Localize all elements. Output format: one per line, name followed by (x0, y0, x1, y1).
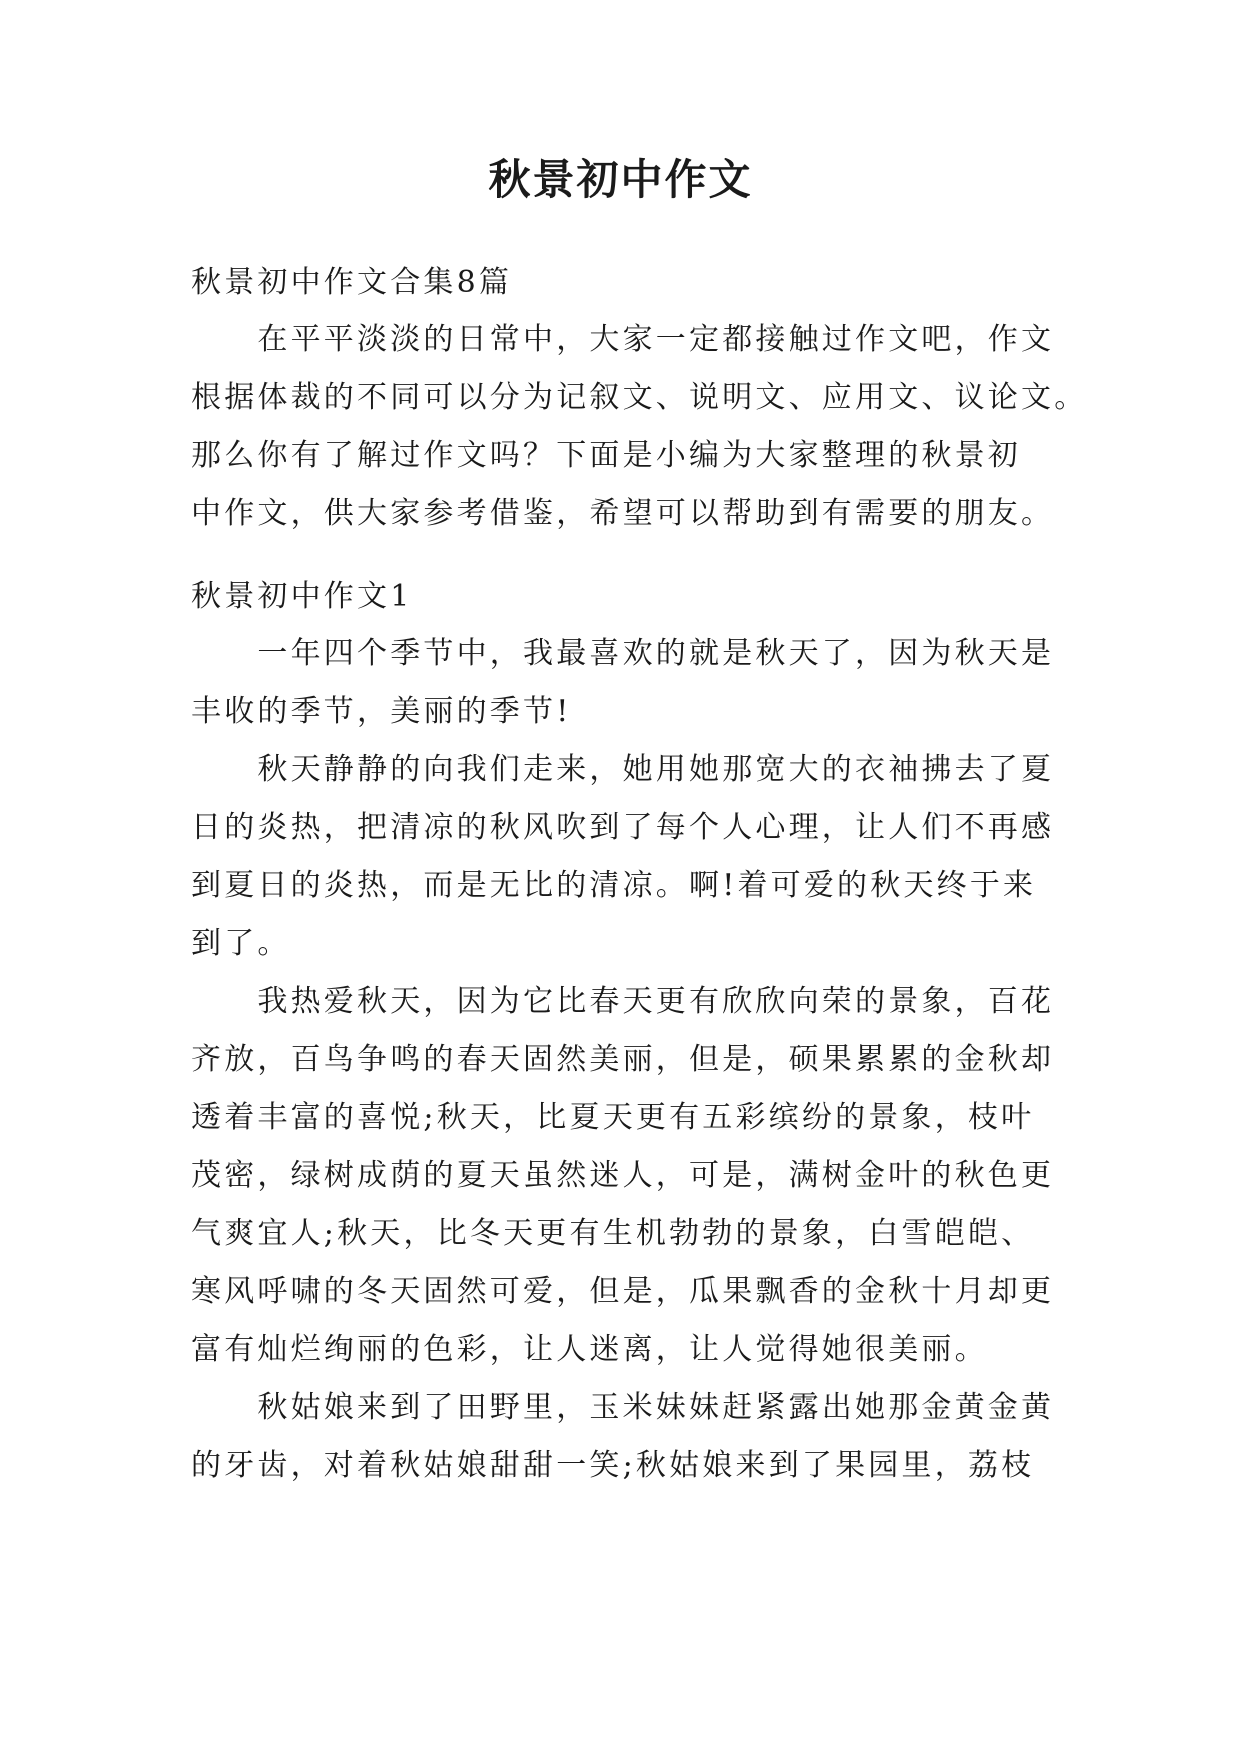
essay1-line: 茂密，绿树成荫的夏天虽然迷人，可是，满树金叶的秋色更 (191, 1158, 1055, 1193)
essay1-line: 寒风呼啸的冬天固然可爱，但是，瓜果飘香的金秋十月却更 (191, 1274, 1055, 1309)
essay1-line: 透着丰富的喜悦;秋天，比夏天更有五彩缤纷的景象，枝叶 (191, 1100, 1035, 1135)
essay1-line: 一年四个季节中，我最喜欢的就是秋天了，因为秋天是 (191, 636, 1055, 671)
document-title: 秋景初中作文 (488, 155, 753, 204)
intro-line: 根据体裁的不同可以分为记叙文、说明文、应用文、议论文。 (191, 380, 1088, 415)
collection-heading: 秋景初中作文合集8篇 (191, 265, 513, 300)
essay1-heading: 秋景初中作文1 (191, 579, 413, 614)
essay1-line: 到了。 (191, 926, 291, 961)
essay1-line: 富有灿烂绚丽的色彩，让人迷离，让人觉得她很美丽。 (191, 1332, 988, 1367)
essay1-line: 齐放，百鸟争鸣的春天固然美丽，但是，硕果累累的金秋却 (191, 1042, 1055, 1077)
essay1-line: 气爽宜人;秋天，比冬天更有生机勃勃的景象，白雪皑皑、 (191, 1216, 1035, 1251)
essay1-line: 到夏日的炎热，而是无比的清凉。啊!着可爱的秋天终于来 (191, 868, 1037, 903)
essay1-body (191, 625, 1071, 1495)
essay1-heading-block (191, 568, 1071, 626)
collection-heading-block (191, 254, 1071, 312)
intro-line: 那么你有了解过作文吗？下面是小编为大家整理的秋景初 (191, 438, 1021, 473)
essay1-line: 我热爱秋天，因为它比春天更有欣欣向荣的景象，百花 (191, 984, 1055, 1019)
essay1-line: 丰收的季节，美丽的季节! (191, 694, 572, 729)
essay1-line: 秋天静静的向我们走来，她用她那宽大的衣袖拂去了夏 (191, 752, 1055, 787)
intro-line: 中作文，供大家参考借鉴，希望可以帮助到有需要的朋友。 (191, 496, 1055, 531)
intro-line: 在平平淡淡的日常中，大家一定都接触过作文吧，作文 (191, 322, 1055, 357)
essay1-line: 秋姑娘来到了田野里，玉米妹妹赶紧露出她那金黄金黄 (191, 1390, 1055, 1425)
essay1-line: 的牙齿，对着秋姑娘甜甜一笑;秋姑娘来到了果园里，荔枝 (191, 1448, 1035, 1483)
intro-paragraph (191, 311, 1088, 543)
essay1-line: 日的炎热，把清凉的秋风吹到了每个人心理，让人们不再感 (191, 810, 1055, 845)
